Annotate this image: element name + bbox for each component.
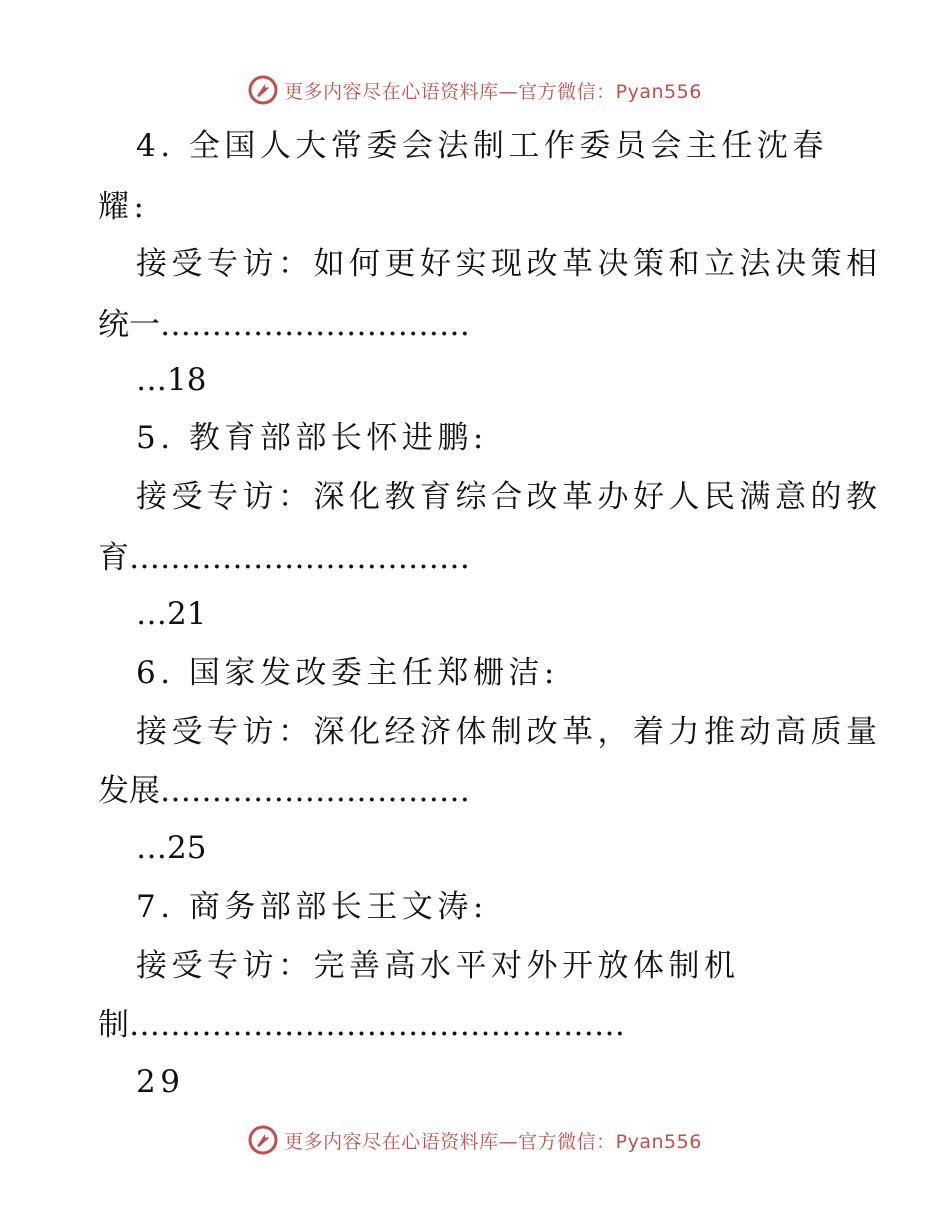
watermark-text: 更多内容尽在心语资料库—官方微信：Pyan556 (284, 80, 702, 103)
toc-entry-description: 接受专访：深化教育综合改革办好人民满意的教 (136, 479, 882, 515)
toc-entry-description: 接受专访：完善高水平对外开放体制机 (136, 948, 740, 984)
toc-entry-page-number: …18 (136, 362, 207, 398)
pen-nib-logo-icon (248, 1125, 278, 1155)
toc-entry-page-number: …21 (136, 596, 207, 632)
toc-entry-description: 接受专访：深化经济体制改革，着力推动高质量 (136, 714, 882, 750)
footer-watermark (0, 1120, 950, 1160)
toc-entry-description-continuation: 统一………………………… (98, 307, 470, 343)
toc-entry-page-number: 29 (136, 1064, 185, 1100)
toc-entry-description-continuation: 育…………………………… (98, 540, 470, 576)
watermark-text: 更多内容尽在心语资料库—官方微信：Pyan556 (284, 1130, 702, 1153)
toc-entry-description-continuation: 发展………………………… (98, 773, 470, 809)
toc-entry-title: 5. 教育部部长怀进鹏: (136, 420, 488, 456)
toc-entry-title: 7. 商务部部长王文涛: (136, 889, 488, 925)
toc-entry-page-number: …25 (136, 830, 207, 866)
toc-entry-title: 4. 全国人大常委会法制工作委员会主任沈春 (136, 128, 828, 164)
toc-entry-description: 接受专访：如何更好实现改革决策和立法决策相 (136, 246, 882, 282)
toc-entry-title-continuation: 耀: (98, 189, 149, 225)
toc-entry-title: 6. 国家发改委主任郑栅洁: (136, 655, 559, 691)
toc-entry-description-continuation: 制………………………………………… (98, 1007, 625, 1043)
